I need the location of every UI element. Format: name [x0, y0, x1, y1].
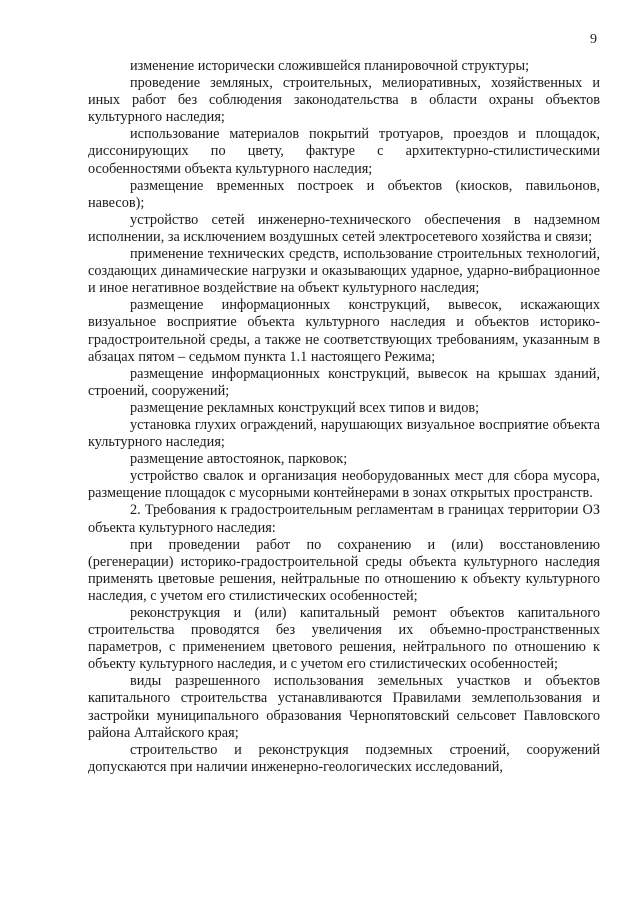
paragraph: при проведении работ по сохранению и (или) восстановлению (регенерации) историко-градостроительной среды объекта культурного наследия применять цветовые решения, нейтральные по отношению к объекту культурного наследия, с учетом его стилистических особенностей; — [88, 536, 600, 604]
paragraph: размещение рекламных конструкций всех типов и видов; — [130, 399, 480, 416]
paragraph: использование материалов покрытий тротуаров, проездов и площадок, диссонирующих по цвету, фактуре с архитектурно-стилистическими особенностями объекта культурного наследия; — [88, 126, 600, 177]
page-number: 9 — [590, 32, 597, 47]
section-2-heading: 2. Требования к градостроительным регламентам в границах территории ОЗ объекта культурного наследия: — [88, 502, 600, 536]
paragraph: изменение исторически сложившейся планировочной структуры; — [130, 58, 530, 74]
document-body — [88, 58, 600, 776]
paragraph: установка глухих ограждений, нарушающих визуальное восприятие объекта культурного наследия; — [88, 416, 600, 451]
paragraph: строительство и реконструкция подземных строений, сооружений допускаются при наличии инженерно-геологических исследований, — [88, 741, 600, 775]
paragraph: размещение информационных конструкций, вывесок, искажающих визуальное восприятие объекта культурного наследия и объектов историко-градостроительной среды, а также не соответствующих требованиям, указанным в абзацах пятом – седьмом пункта 1.1 настоящего Режима; — [88, 297, 600, 365]
paragraph: размещение информационных конструкций, вывесок на крышах зданий, строений, сооружений; — [88, 365, 600, 399]
paragraph: устройство свалок и организация необорудованных мест для сбора мусора, размещение площадок с мусорными контейнерами в зонах открытых пространств. — [88, 468, 600, 502]
paragraph: применение технических средств, использование строительных технологий, создающих динамические нагрузки и оказывающих ударное, ударно-вибрационное и иное негативное воздействие на объект культурного наследия; — [88, 246, 600, 297]
paragraph: размещение временных построек и объектов (киосков, павильонов, навесов); — [88, 177, 600, 211]
paragraph: виды разрешенного использования земельных участков и объектов капитального строительства устанавливаются Правилами землепользования и застройки муниципального образования Чернопятовский сельсовет Павловского района Алтайского края; — [88, 673, 600, 741]
paragraph: реконструкция и (или) капитальный ремонт объектов капитального строительства проводятся без увеличения их объемно-пространственных параметров, с применением цветового решения, нейтрального по отношению к объекту культурного наследия, и с учетом его стилистических особенностей; — [88, 605, 600, 673]
paragraph: размещение автостоянок, парковок; — [130, 451, 348, 468]
paragraph: устройство сетей инженерно-технического обеспечения в надземном исполнении, за исключением воздушных сетей электросетевого хозяйства и связи; — [88, 211, 600, 245]
paragraph: проведение земляных, строительных, мелиоративных, хозяйственных и иных работ без соблюдения законодательства в области охраны объектов культурного наследия; — [88, 75, 600, 126]
